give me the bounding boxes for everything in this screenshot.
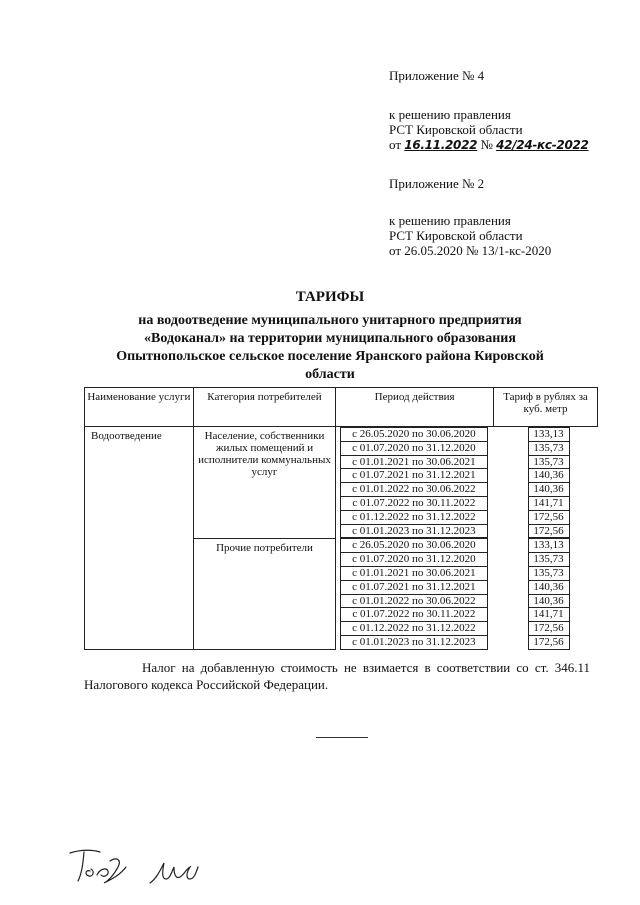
- period-cell: [336, 594, 494, 608]
- period-value: с 01.07.2020 по 31.12.2020: [340, 552, 487, 566]
- tariff-value: 135,73: [528, 566, 570, 580]
- tariff-value: 140,36: [528, 482, 570, 496]
- period-cell: [336, 552, 494, 566]
- appendix-4-header: [389, 68, 484, 83]
- appendix-4-org: РСТ Кировской области: [389, 122, 523, 137]
- period-value: с 01.12.2022 по 31.12.2022: [340, 510, 487, 524]
- appendix-2-title: Приложение № 2: [389, 176, 485, 191]
- tariff-cell: [494, 635, 598, 650]
- period-cell: [336, 482, 494, 496]
- period-cell: [336, 580, 494, 594]
- tariff-value: 172,56: [528, 524, 570, 539]
- table-body: [85, 427, 598, 650]
- appendix-2-header: [389, 176, 484, 191]
- title-line-4: области: [305, 367, 355, 382]
- period-value: с 01.07.2022 по 30.11.2022: [340, 607, 487, 621]
- period-cell: [336, 455, 494, 469]
- tariff-cell: [494, 552, 598, 566]
- table-header-row: [85, 388, 598, 427]
- tariff-cell: [494, 441, 598, 455]
- tariff-cell: [494, 621, 598, 635]
- table-row: [85, 427, 598, 441]
- tariff-cell: [494, 468, 598, 482]
- appendix-4-date-line: [389, 137, 589, 153]
- tariff-cell: [494, 482, 598, 496]
- appendix-4-title: Приложение № 4: [389, 68, 485, 83]
- tariff-cell: [494, 510, 598, 524]
- period-value: с 01.07.2020 по 31.12.2020: [340, 441, 487, 455]
- tariff-value: 172,56: [528, 621, 570, 635]
- tariff-cell: [494, 524, 598, 539]
- period-cell: [336, 621, 494, 635]
- period-value: с 01.07.2022 по 30.11.2022: [340, 496, 487, 510]
- title-line-2: «Водоканал» на территории муниципального образования: [144, 331, 516, 346]
- period-value: с 26.05.2020 по 30.06.2020: [340, 427, 487, 441]
- separator-line: [316, 737, 368, 738]
- appendix-2-decision-block: [389, 213, 551, 258]
- tariff-cell: [494, 594, 598, 608]
- tariffs-table: [84, 387, 598, 650]
- tariff-cell: [494, 455, 598, 469]
- appendix-2-org: РСТ Кировской области: [389, 228, 523, 243]
- appendix-4-decision: к решению правления: [389, 107, 511, 122]
- period-cell: [336, 538, 494, 552]
- signature-right: [146, 845, 202, 895]
- tariff-value: 135,73: [528, 441, 570, 455]
- appendix-4-decision-block: [389, 107, 589, 153]
- title-line-1: на водоотведение муниципального унитарного предприятия: [138, 313, 522, 328]
- period-value: с 01.01.2023 по 31.12.2023: [340, 524, 487, 539]
- period-value: с 01.01.2023 по 31.12.2023: [340, 635, 487, 650]
- header-period: Период действия: [336, 388, 494, 427]
- period-cell: [336, 441, 494, 455]
- tariff-value: 141,71: [528, 496, 570, 510]
- appendix-4-number: 42/24-кс-2022: [496, 138, 589, 152]
- vat-note: Налог на добавленную стоимость не взимается в соответствии со ст. 346.11 Налогового кодекса Российской Федерации.: [84, 660, 590, 692]
- appendix-4-date-prefix: от: [389, 137, 402, 152]
- tariff-cell: [494, 427, 598, 441]
- header-category: Категория потребителей: [193, 388, 335, 427]
- document-title: ТАРИФЫ: [295, 289, 365, 305]
- period-cell: [336, 496, 494, 510]
- period-cell: [336, 524, 494, 539]
- period-value: с 01.07.2021 по 31.12.2021: [340, 580, 487, 594]
- consumer-category: Население, собственники жилых помещений и исполнители коммунальных услуг: [193, 427, 335, 539]
- tariff-value: 140,36: [528, 468, 570, 482]
- period-value: с 01.01.2021 по 30.06.2021: [340, 566, 487, 580]
- tariff-value: 141,71: [528, 607, 570, 621]
- tariff-value: 135,73: [528, 455, 570, 469]
- period-value: с 26.05.2020 по 30.06.2020: [340, 538, 487, 552]
- tariff-cell: [494, 607, 598, 621]
- period-cell: [336, 468, 494, 482]
- period-cell: [336, 427, 494, 441]
- period-value: с 01.12.2022 по 31.12.2022: [340, 621, 487, 635]
- period-cell: [336, 510, 494, 524]
- period-value: с 01.01.2022 по 30.06.2022: [340, 594, 487, 608]
- tariff-cell: [494, 538, 598, 552]
- appendix-4-date: 16.11.2022: [404, 138, 478, 152]
- tariff-value: 135,73: [528, 552, 570, 566]
- appendix-2-reference: от 26.05.2020 № 13/1-кс-2020: [389, 243, 552, 258]
- appendix-2-decision: к решению правления: [389, 213, 511, 228]
- tariff-value: 140,36: [528, 580, 570, 594]
- signature-left: [64, 845, 136, 895]
- tariff-value: 133,13: [528, 427, 570, 441]
- period-value: с 01.01.2021 по 30.06.2021: [340, 455, 487, 469]
- tariff-cell: [494, 496, 598, 510]
- tariff-cell: [494, 580, 598, 594]
- title-line-3: Опытнопольское сельское поселение Яранского района Кировской: [116, 349, 544, 364]
- header-tariff: Тариф в рублях за куб. метр: [494, 388, 598, 427]
- tariff-value: 133,13: [528, 538, 570, 552]
- tariff-cell: [494, 566, 598, 580]
- service-name: Водоотведение: [85, 427, 194, 650]
- period-cell: [336, 566, 494, 580]
- period-value: с 01.01.2022 по 30.06.2022: [340, 482, 487, 496]
- period-cell: [336, 607, 494, 621]
- period-value: с 01.07.2021 по 31.12.2021: [340, 468, 487, 482]
- tariff-value: 172,56: [528, 635, 570, 650]
- tariff-value: 172,56: [528, 510, 570, 524]
- consumer-category: Прочие потребители: [193, 538, 335, 649]
- tariff-value: 140,36: [528, 594, 570, 608]
- appendix-4-no-prefix: №: [480, 137, 493, 152]
- period-cell: [336, 635, 494, 650]
- header-service: Наименование услуги: [85, 388, 194, 427]
